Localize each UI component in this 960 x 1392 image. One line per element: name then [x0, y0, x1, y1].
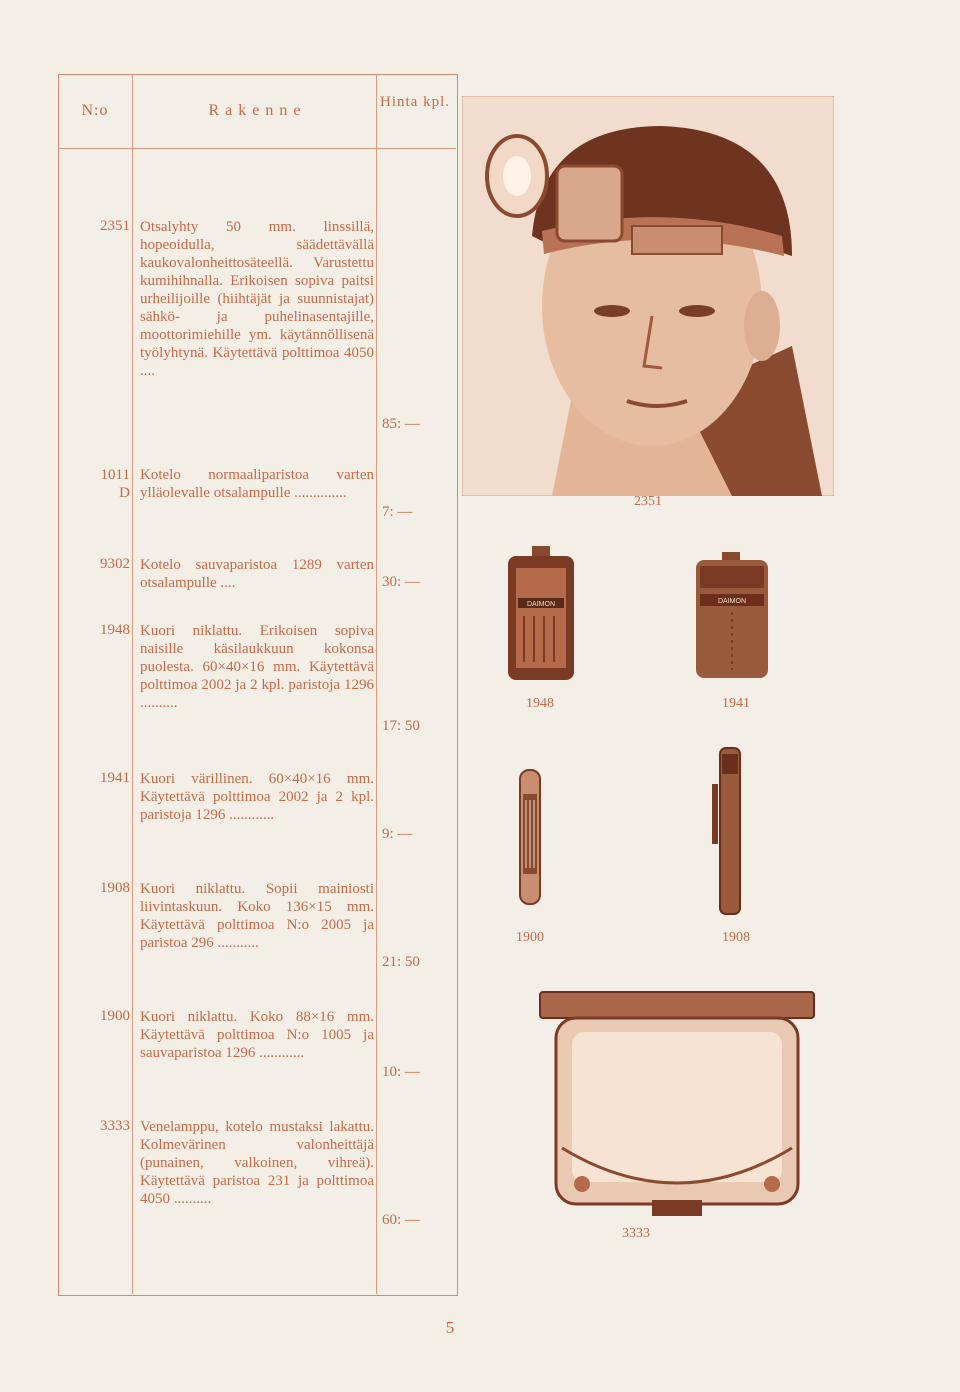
- box-brand-text: DAIMON: [527, 601, 555, 608]
- row-description: Kotelo normaaliparistoa varten ylläolevalle otsalampulle ..............: [140, 467, 374, 501]
- row-price: 21: 50: [382, 954, 420, 970]
- row-description: Otsalyhty 50 mm. linssillä, hopeoidulla, säädettävällä kaukovalonheittosäteellä. Varustettu kumihihnalla. Erikoisen sopiva paitsi urheilijoille (hiihtäjät ja suunnistajat) sähkö- ja puhelinasentajille, moottorimiehille ym. käytännöllisenä työlyhtynä. Käytettävä polttimoa 4050 ....: [140, 219, 374, 379]
- row-description: Kuori niklattu. Koko 88×16 mm. Käytettävä polttimoa N:o 1005 ja sauvaparistoa 1296 ............: [140, 1009, 374, 1061]
- header-number: N:o: [81, 102, 109, 119]
- row-number: 1908: [100, 880, 130, 896]
- row-price: 85: —: [382, 416, 420, 432]
- box-1941-illustration: [692, 552, 772, 682]
- row-price: 60: —: [382, 1212, 420, 1228]
- row-number: 1011 D: [100, 467, 130, 501]
- row-price: 30: —: [382, 574, 420, 590]
- row-price: 17: 50: [382, 718, 420, 734]
- box-1948-illustration: [504, 546, 578, 686]
- caption-torch-1900: 1900: [516, 930, 544, 945]
- row-description: Kuori niklattu. Erikoisen sopiva naisille käsilaukkuun kokonsa puolesta. 60×40×16 mm. Käytettävä polttimoa 2002 ja 2 kpl. paristoja 1296 ..........: [140, 623, 374, 711]
- box-brand-text: DAIMON: [718, 598, 746, 605]
- header-divider: [58, 148, 456, 149]
- column-divider: [376, 74, 377, 1294]
- row-description: Kuori niklattu. Sopii mainiosti liivintaskuun. Koko 136×15 mm. Käytettävä polttimoa N:o 2005 ja paristoa 296 ...........: [140, 881, 374, 951]
- page-number: 5: [445, 1318, 455, 1337]
- torch-1900-illustration: [512, 764, 548, 910]
- row-price: 9: —: [382, 826, 413, 842]
- row-description: Venelamppu, kotelo mustaksi lakattu. Kolmevärinen valonheittäjä (punainen, valkoinen, vihreä). Käytettävä paristoa 231 ja polttimoa 4050 ..........: [140, 1119, 374, 1207]
- row-number: 2351: [100, 218, 130, 234]
- header-price: Hinta kpl.: [380, 94, 450, 110]
- caption-box-1948: 1948: [526, 696, 554, 711]
- row-number: 1900: [100, 1008, 130, 1024]
- caption-torch-1908: 1908: [722, 930, 750, 945]
- headlamp-photo: [462, 96, 834, 496]
- header-construction: R a k e n n e: [208, 102, 302, 119]
- column-divider: [132, 74, 133, 1294]
- row-price: 10: —: [382, 1064, 420, 1080]
- row-number: 3333: [100, 1118, 130, 1134]
- row-description: Kotelo sauvaparistoa 1289 varten otsalampulle ....: [140, 557, 374, 591]
- boat-lamp-illustration: [532, 988, 822, 1220]
- caption-photo: 2351: [634, 494, 662, 509]
- torch-1908-illustration: [706, 744, 750, 918]
- caption-box-1941: 1941: [722, 696, 750, 711]
- caption-boat-lamp: 3333: [622, 1226, 650, 1241]
- row-number: 9302: [100, 556, 130, 572]
- row-number: 1948: [100, 622, 130, 638]
- row-description: Kuori värillinen. 60×40×16 mm. Käytettävä polttimoa 2002 ja 2 kpl. paristoja 1296 ............: [140, 771, 374, 823]
- row-number: 1941: [100, 770, 130, 786]
- row-price: 7: —: [382, 504, 413, 520]
